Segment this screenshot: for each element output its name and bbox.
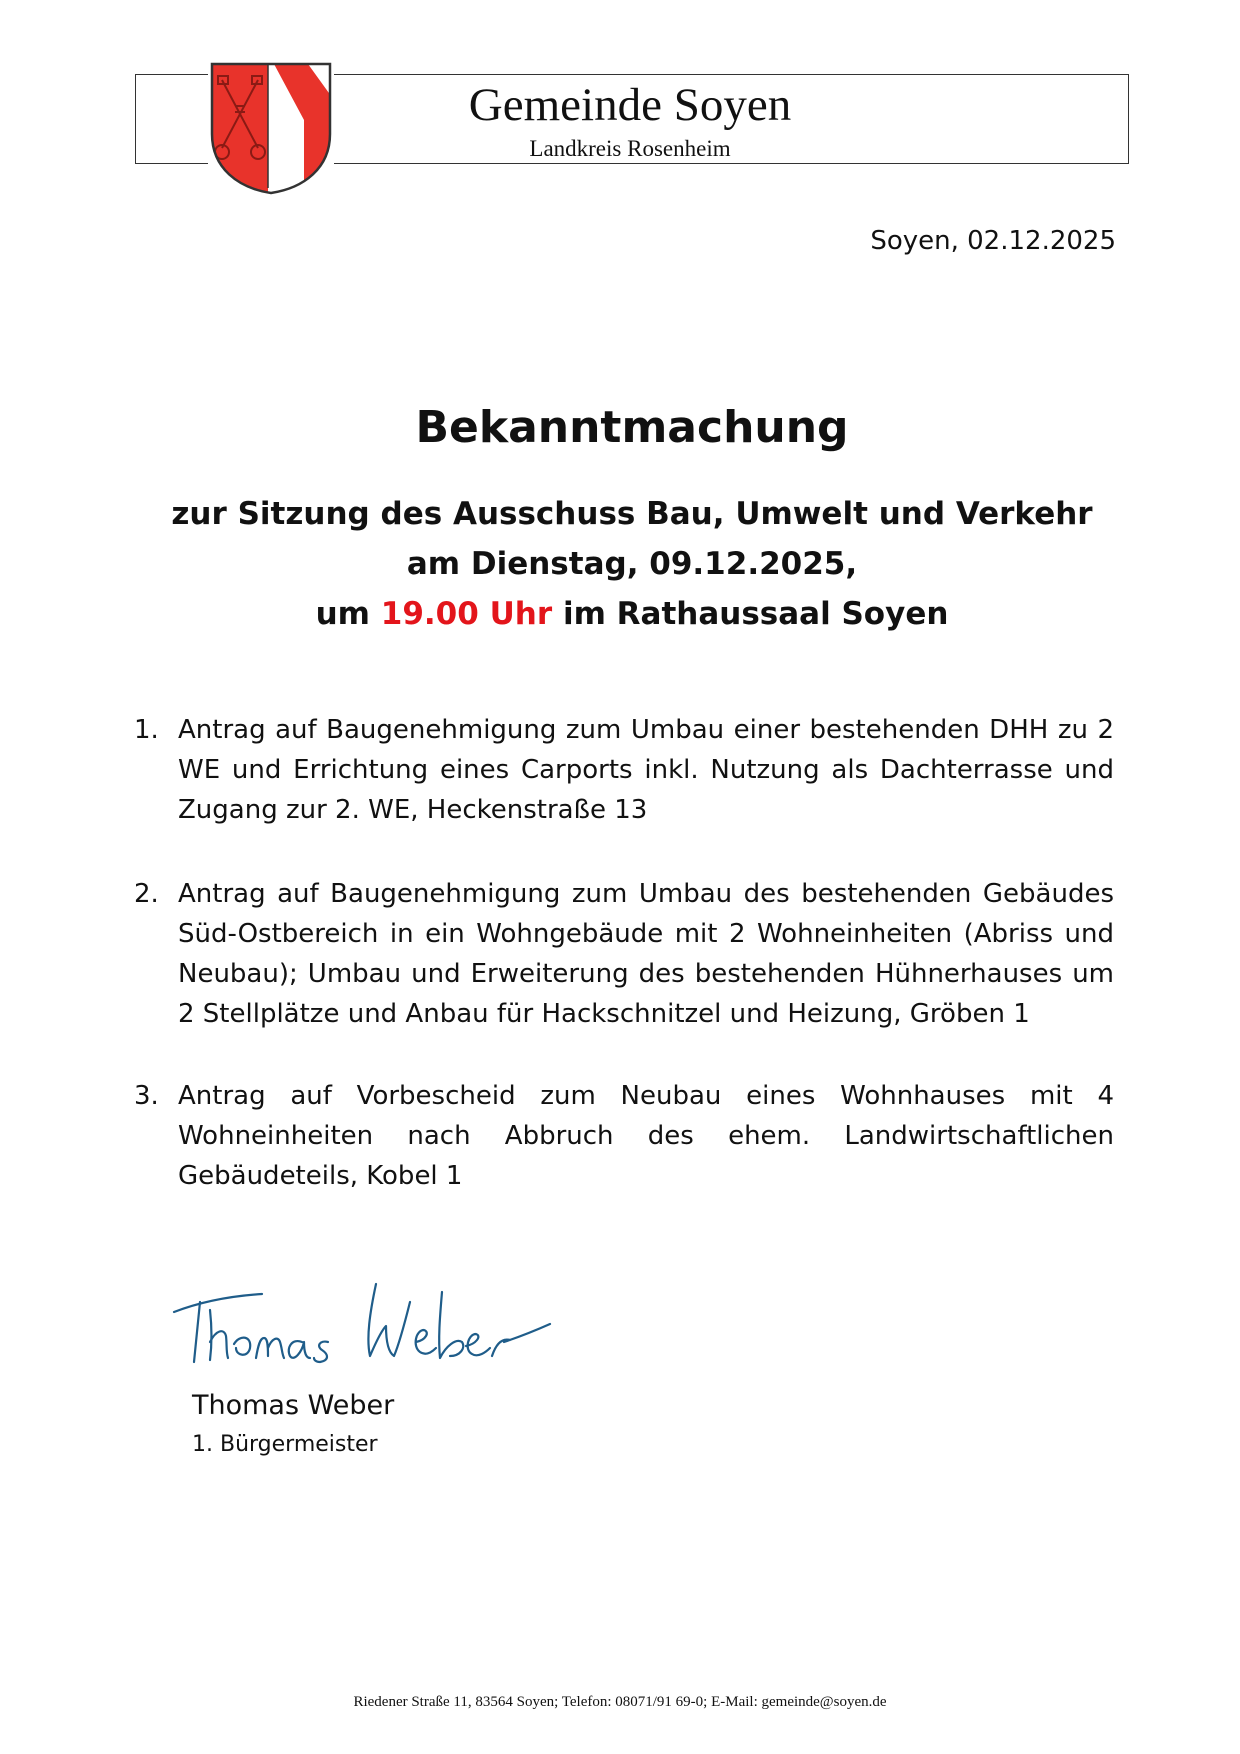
agenda-item-text: Antrag auf Baugenehmigung zum Umbau einer bestehenden DHH zu 2 WE und Errichtung eines Carports inkl. Nutzung als Dachterrasse und Zugang zur 2. WE, Heckenstraße 13 bbox=[178, 715, 1114, 825]
coat-of-arms-icon bbox=[208, 60, 334, 196]
subtitle-line-1: zur Sitzung des Ausschuss Bau, Umwelt und Verkehr bbox=[171, 496, 1093, 532]
agenda-item-text: Antrag auf Vorbescheid zum Neubau eines Wohnhauses mit 4 Wohneinheiten nach Abbruch des ehem. Landwirtschaftlichen Gebäudeteils, Kobel 1 bbox=[178, 1081, 1114, 1191]
agenda-item bbox=[134, 1076, 1114, 1196]
agenda-item bbox=[134, 710, 1114, 830]
signer-name: Thomas Weber bbox=[192, 1390, 395, 1421]
footer-contact: Riedener Straße 11, 83564 Soyen; Telefon: 08071/91 69-0; E-Mail: gemeinde@soyen.de bbox=[353, 1694, 887, 1710]
meeting-time: 19.00 Uhr bbox=[380, 596, 553, 632]
subtitle-prefix: um bbox=[315, 596, 370, 632]
agenda-item-number: 3. bbox=[134, 1081, 159, 1111]
handwritten-signature bbox=[170, 1272, 570, 1382]
subtitle-location: im Rathaussaal Soyen bbox=[562, 596, 949, 632]
municipality-name: Gemeinde Soyen bbox=[468, 79, 792, 131]
date-line: Soyen, 02.12.2025 bbox=[870, 226, 1116, 256]
document-title: Bekanntmachung bbox=[415, 402, 849, 453]
agenda-item-number: 2. bbox=[134, 879, 159, 909]
signer-role: 1. Bürgermeister bbox=[192, 1432, 378, 1457]
subtitle-line-2: am Dienstag, 09.12.2025, bbox=[406, 546, 858, 582]
agenda-item-text: Antrag auf Baugenehmigung zum Umbau des bestehenden Gebäudes Süd-Ostbereich in ein Wohngebäude mit 2 Wohneinheiten (Abriss und Neubau); Umbau und Erweiterung des bestehenden Hühnerhauses um 2 Stellplätze und Anbau für Hackschnitzel und Heizung, Gröben 1 bbox=[178, 879, 1114, 1029]
agenda-item bbox=[134, 874, 1114, 1034]
district-name: Landkreis Rosenheim bbox=[529, 136, 731, 161]
agenda-item-number: 1. bbox=[134, 715, 159, 745]
subtitle-line-3 bbox=[0, 596, 1240, 632]
